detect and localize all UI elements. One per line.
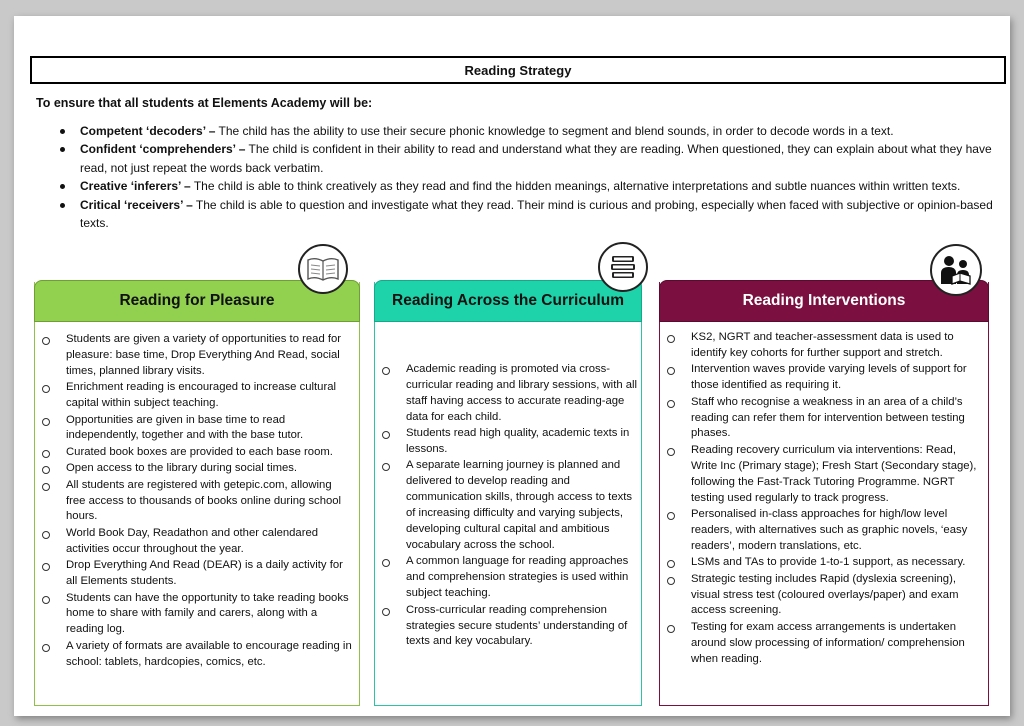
column-heading-pleasure: Reading for Pleasure [34,280,360,322]
goal-text: The child has the ability to use their secure phonic knowledge to segment and blend sounds, in order to decode words in a text. [215,124,894,138]
intro-text: To ensure that all students at Elements Academy will be: [36,96,373,110]
column-heading-curriculum: Reading Across the Curriculum [374,280,642,322]
goal-term: Creative ‘inferers’ – [80,179,191,194]
document-page [14,16,1010,716]
page-title: Reading Strategy [30,56,1006,84]
reading-together-icon [930,244,982,296]
goal-text: The child is able to think creatively as they read and find the hidden meanings, alternative interpretations and subtle nuances within written texts. [190,179,961,194]
goal-term: Critical ‘receivers’ – [80,197,193,212]
list-item: Drop Everything And Read (DEAR) is a daily activity for all Elements students. [36,558,352,590]
goal-text: The child is confident in their ability to read and understand what they are reading. When questioned, they can explain about what they have read, not just repeat the words back verbatim. [80,142,992,175]
goal-text: The child is able to question and investigate what they read. Their mind is curious and probing, especially when faced with subjective or opinion-based texts. [80,197,993,231]
list-item: Academic reading is promoted via cross-curricular reading and library sessions, with all staff having access to accurate reading-age data for each child. [376,362,638,426]
pleasure-list [36,332,352,671]
list-item: Opportunities are given in base time to read independently, together and with the base tutor. [36,413,352,445]
column-heading-interventions: Reading Interventions [659,280,989,322]
list-item: Personalised in-class approaches for high/low level readers, with alternatives such as graphic novels, ‘easy readers’, modern translations, etc. [661,507,983,555]
goal-item [58,196,998,233]
curriculum-list [376,362,638,651]
list-item: Strategic testing includes Rapid (dyslexia screening), visual stress test (coloured overlays/paper) and exam access screening. [661,572,983,620]
list-item: Curated book boxes are provided to each base room. [36,445,352,461]
book-stack-icon [598,242,648,292]
list-item: A variety of formats are available to encourage reading in school: tablets, hardcopies, comics, etc. [36,639,352,671]
list-item: Students can have the opportunity to take reading books home to share with family and carers, along with a reading log. [36,591,352,639]
list-item: Testing for exam access arrangements is undertaken around slow processing of information/ comprehension when reading. [661,620,983,668]
list-item: World Book Day, Readathon and other calendared activities occur throughout the year. [36,526,352,558]
list-item: A separate learning journey is planned and delivered to develop reading and communication skills, through access to texts of increasing difficulty and varying subjects, developing cultural capital and ambitious vocabulary across the school. [376,458,638,553]
list-item: Students read high quality, academic texts in lessons. [376,426,638,458]
goal-item [58,177,998,195]
list-item: Open access to the library during social times. [36,461,352,477]
list-item: LSMs and TAs to provide 1-to-1 support, as necessary. [661,555,983,571]
list-item: Cross-curricular reading comprehension strategies secure students’ understanding of texts and key vocabulary. [376,603,638,651]
list-item: Staff who recognise a weakness in an area of a child’s reading can refer them for intervention between testing phases. [661,395,983,443]
list-item: Enrichment reading is encouraged to increase cultural capital within subject teaching. [36,380,352,412]
list-item: Students are given a variety of opportunities to read for pleasure: base time, Drop Everything And Read, social times, planned library visits. [36,332,352,380]
goal-term: Competent ‘decoders’ – [80,124,216,138]
goals-list [58,122,998,232]
list-item: Intervention waves provide varying levels of support for those identified as requiring it. [661,362,983,394]
goal-item [58,122,998,140]
goal-term: Confident ‘comprehenders’ – [80,142,246,157]
list-item: All students are registered with getepic.com, allowing free access to thousands of books online during school hours. [36,478,352,526]
goal-item [58,140,998,177]
list-item: A common language for reading approaches and comprehension strategies is used within subject teaching. [376,554,638,602]
interventions-list [661,330,983,668]
open-book-icon [298,244,348,294]
list-item: Reading recovery curriculum via interventions: Read, Write Inc (Primary stage); Fresh Start (Secondary stage), following the Fast-Track Tutoring Programme. NGRT testing used regularly to track progress. [661,443,983,507]
list-item: KS2, NGRT and teacher-assessment data is used to identify key cohorts for further support and stretch. [661,330,983,362]
